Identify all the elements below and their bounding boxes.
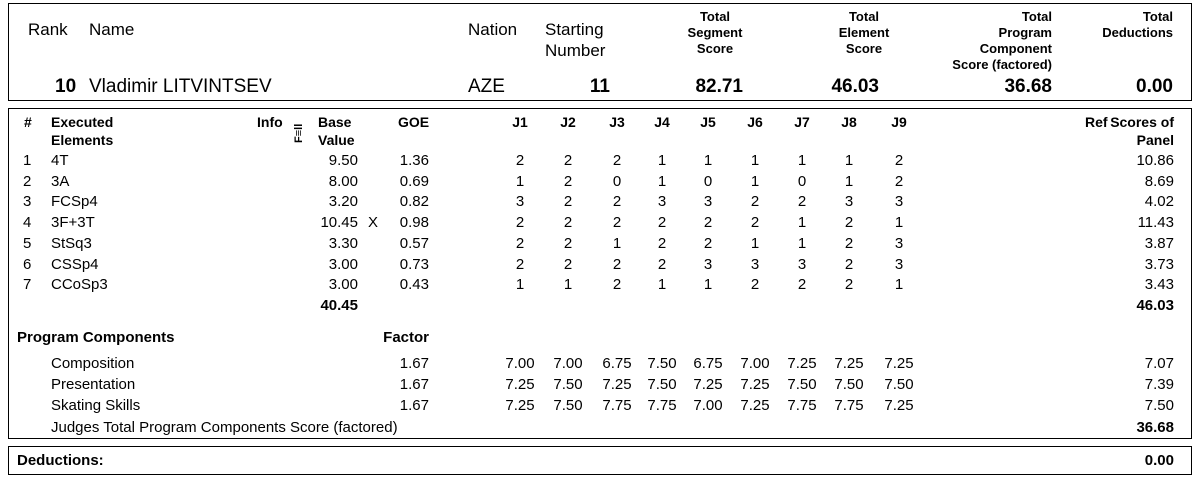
element-judge-6: 2 [750,193,760,210]
elements-score-total: 46.03 [1136,297,1174,314]
nation-value: AZE [468,76,505,97]
element-judge-5: 3 [703,256,713,273]
deductions-value: 0.00 [1136,76,1173,97]
component-judge-4: 7.50 [647,355,677,372]
component-judge-8: 7.50 [834,376,864,393]
element-judge-4: 1 [657,152,667,169]
name-label: Name [89,20,135,39]
element-judge-7: 2 [797,276,807,293]
pcs-total-label: Judges Total Program Components Score (factored) [51,419,398,436]
component-judge-7: 7.50 [787,376,817,393]
pcs-label-1: Total [1021,9,1052,24]
element-judge-8: 2 [844,256,854,273]
element-judge-1: 1 [515,173,525,190]
element-judge-7: 3 [797,256,807,273]
element-name: CCoSp3 [51,276,108,293]
judge-header-1: J1 [512,114,528,130]
element-judge-2: 1 [563,276,573,293]
element-name: 4T [51,152,69,169]
goe-header: GOE [398,114,430,130]
element-judge-9: 3 [894,256,904,273]
element-num: 4 [23,214,32,231]
element-judge-7: 1 [797,152,807,169]
info-header: Info [257,114,283,130]
element-judge-5: 1 [703,276,713,293]
element-judge-7: 1 [797,235,807,252]
element-panel-score: 11.43 [1137,214,1174,231]
element-goe: 1.36 [399,152,429,169]
tss-label-1: Total [699,9,731,24]
component-judge-3: 7.75 [602,397,632,414]
component-judge-8: 7.75 [834,397,864,414]
element-name: CSSp4 [51,256,99,273]
element-goe: 0.69 [399,173,429,190]
element-name: 3A [51,173,70,190]
element-panel-score: 4.02 [1144,193,1174,210]
element-base-value: 3.20 [328,193,358,210]
element-num: 6 [23,256,32,273]
element-judge-2: 2 [563,152,573,169]
pcs-label-2: Program [998,25,1052,40]
judge-header-5: J5 [700,114,716,130]
ref-header: Scores of [1110,114,1174,130]
tes-label-1: Total [848,9,880,24]
element-judge-9: 2 [894,173,904,190]
element-judge-2: 2 [563,235,573,252]
component-name: Composition [51,355,135,372]
tss-label-2: Segment [687,25,743,40]
component-judge-8: 7.25 [834,355,864,372]
ref-word: Ref [1085,114,1108,130]
element-goe: 0.73 [399,256,429,273]
judge-header-7: J7 [794,114,810,130]
element-judge-1: 1 [515,276,525,293]
element-judge-8: 2 [844,276,854,293]
element-judge-5: 2 [703,235,713,252]
element-judge-6: 3 [750,256,760,273]
component-panel-score: 7.07 [1144,355,1174,372]
component-name: Skating Skills [51,397,141,414]
rank-value: 10 [55,76,77,97]
element-judge-3: 2 [612,193,622,210]
element-judge-8: 2 [844,214,854,231]
deductions-box [8,446,1192,475]
element-judge-2: 2 [563,256,573,273]
executed-header: Executed [51,114,114,130]
element-judge-1: 2 [515,235,525,252]
starting-number-label-2: Number [545,41,606,60]
element-num: 2 [23,173,32,190]
element-judge-4: 3 [657,193,667,210]
program-components-header: Program Components [17,329,175,346]
element-judge-2: 2 [563,193,573,210]
starting-number-value: 11 [589,76,610,97]
element-judge-1: 2 [515,152,525,169]
element-judge-4: 1 [657,276,667,293]
tes-label-3: Score [845,41,883,56]
element-name: FCSp4 [51,193,98,210]
deductions-label: Deductions: [17,452,104,469]
element-name: 3F+3T [51,214,95,231]
ded-label-1: Total [1142,9,1173,24]
judge-header-9: J9 [891,114,907,130]
element-panel-score: 8.69 [1144,173,1174,190]
element-base-value: 3.00 [328,256,358,273]
element-judge-1: 2 [515,256,525,273]
component-factor: 1.67 [399,397,429,414]
component-judge-1: 7.00 [505,355,535,372]
tss-label-3: Score [696,41,734,56]
element-goe: 0.57 [399,235,429,252]
element-judge-4: 1 [657,173,667,190]
element-judge-2: 2 [563,214,573,231]
element-judge-5: 1 [703,152,713,169]
element-judge-8: 3 [844,193,854,210]
judge-header-8: J8 [841,114,857,130]
nation-label: Nation [468,20,518,39]
deductions-row-value: 0.00 [1144,452,1174,469]
element-judge-9: 3 [894,235,904,252]
element-judge-8: 1 [844,173,854,190]
fall-glyph: F≡ll [293,123,305,143]
element-base-value: 8.00 [328,173,358,190]
element-judge-9: 1 [894,214,904,231]
component-panel-score: 7.39 [1144,376,1174,393]
element-base-value: 9.50 [328,152,358,169]
element-base-value: 3.30 [328,235,358,252]
element-judge-6: 1 [750,173,760,190]
tss-value: 82.71 [695,76,743,97]
element-judge-3: 2 [612,256,622,273]
component-judge-9: 7.25 [884,355,914,372]
element-judge-9: 2 [894,152,904,169]
component-judge-2: 7.50 [553,397,583,414]
component-judge-6: 7.25 [740,397,770,414]
element-goe: 0.82 [399,193,429,210]
element-num: 7 [23,276,32,293]
element-judge-6: 2 [750,276,760,293]
ref-header-3: Panel [1136,132,1174,148]
element-name: StSq3 [51,235,92,252]
component-judge-3: 7.25 [602,376,632,393]
component-panel-score: 7.50 [1144,397,1174,414]
element-num: 1 [23,152,32,169]
factor-header: Factor [383,329,429,346]
element-judge-7: 2 [797,193,807,210]
component-judge-9: 7.25 [884,397,914,414]
tes-value: 46.03 [831,76,879,97]
component-judge-6: 7.25 [740,376,770,393]
component-judge-4: 7.75 [647,397,677,414]
element-judge-9: 1 [894,276,904,293]
component-factor: 1.67 [399,376,429,393]
ded-label-2: Deductions [1102,25,1173,40]
component-name: Presentation [51,376,136,393]
judge-header-4: J4 [654,114,670,130]
element-credit-mark: X [368,214,379,231]
base-header: Base [318,114,352,130]
component-judge-1: 7.25 [505,397,535,414]
element-panel-score: 3.73 [1144,256,1174,273]
element-goe: 0.43 [399,276,429,293]
element-judge-4: 2 [657,235,667,252]
element-num: 3 [23,193,32,210]
component-judge-2: 7.00 [553,355,583,372]
judge-header-3: J3 [609,114,625,130]
element-judge-2: 2 [563,173,573,190]
judge-header-2: J2 [560,114,576,130]
element-judge-4: 2 [657,214,667,231]
component-judge-5: 6.75 [693,355,723,372]
element-judge-8: 2 [844,235,854,252]
element-judge-7: 0 [797,173,807,190]
element-judge-5: 2 [703,214,713,231]
element-judge-3: 2 [612,214,622,231]
base-header-2: Value [318,132,355,148]
rank-label: Rank [28,20,68,39]
pcs-total-value: 36.68 [1136,419,1174,436]
element-judge-5: 0 [703,173,713,190]
component-judge-4: 7.50 [647,376,677,393]
element-panel-score: 3.43 [1144,276,1174,293]
element-judge-1: 3 [515,193,525,210]
judge-header-6: J6 [747,114,763,130]
component-judge-1: 7.25 [505,376,535,393]
element-judge-9: 3 [894,193,904,210]
starting-number-label: Starting [545,20,604,39]
component-factor: 1.67 [399,355,429,372]
skater-name: Vladimir LITVINTSEV [89,76,272,97]
element-judge-6: 1 [750,152,760,169]
component-judge-5: 7.25 [693,376,723,393]
element-judge-4: 2 [657,256,667,273]
element-judge-7: 1 [797,214,807,231]
base-total: 40.45 [320,297,358,314]
component-judge-7: 7.75 [787,397,817,414]
pcs-value: 36.68 [1004,76,1052,97]
component-judge-6: 7.00 [740,355,770,372]
element-judge-8: 1 [844,152,854,169]
element-judge-3: 0 [612,173,622,190]
element-judge-5: 3 [703,193,713,210]
element-judge-6: 2 [750,214,760,231]
component-judge-3: 6.75 [602,355,632,372]
component-judge-2: 7.50 [553,376,583,393]
component-judge-9: 7.50 [884,376,914,393]
pcs-label-4: Score (factored) [952,57,1052,72]
element-judge-3: 1 [612,235,622,252]
element-judge-3: 2 [612,276,622,293]
component-judge-7: 7.25 [787,355,817,372]
element-panel-score: 10.86 [1136,152,1174,169]
executed-header-2: Elements [51,132,114,148]
element-judge-6: 1 [750,235,760,252]
tes-label-2: Element [838,25,890,40]
element-panel-score: 3.87 [1144,235,1174,252]
element-goe: 0.98 [399,214,429,231]
element-base-value: 10.45 [320,214,358,231]
num-header: # [24,114,32,130]
pcs-label-3: Component [979,41,1052,56]
element-base-value: 3.00 [328,276,358,293]
component-judge-5: 7.00 [693,397,723,414]
element-judge-1: 2 [515,214,525,231]
element-num: 5 [23,235,32,252]
element-judge-3: 2 [612,152,622,169]
